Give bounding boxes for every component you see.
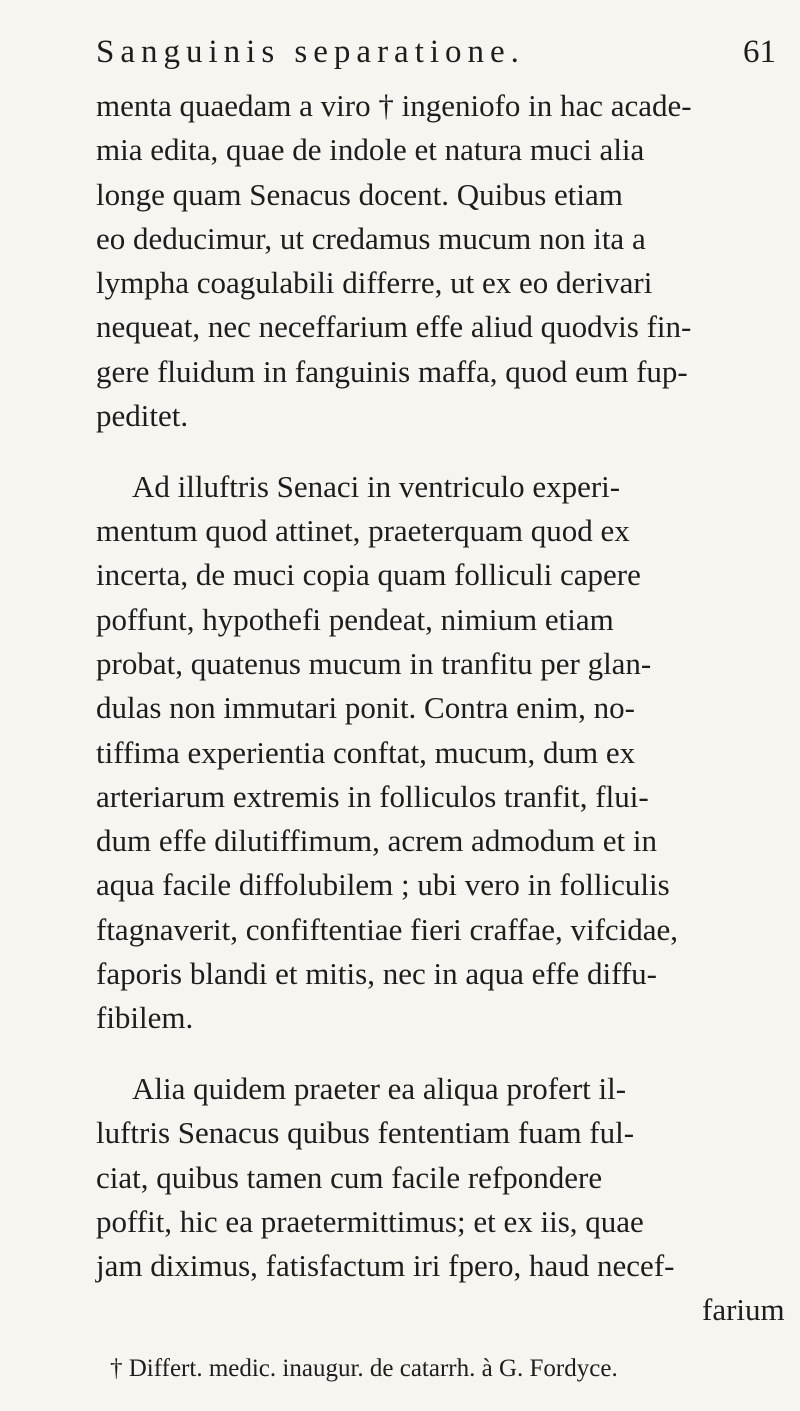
text-line: incerta, de muci copia quam folliculi capere <box>96 557 641 592</box>
text-line: menta quaedam a viro † ingeniofo in hac acade- <box>96 88 692 123</box>
text-line: peditet. <box>96 398 189 433</box>
running-title: Sanguinis separatione. <box>96 34 525 70</box>
text-line: fibilem. <box>96 1000 194 1035</box>
text-line: lympha coagulabili differre, ut ex eo derivari <box>96 265 653 300</box>
text-line: luftris Senacus quibus fententiam fuam ful- <box>96 1115 635 1150</box>
text-line: gere fluidum in fanguinis maffa, quod eum fup- <box>96 354 688 389</box>
text-line: jam diximus, fatisfactum iri fpero, haud necef- <box>96 1248 675 1283</box>
text-line: poffunt, hypothefi pendeat, nimium etiam <box>96 602 614 637</box>
text-line: Alia quidem praeter ea aliqua profert il- <box>132 1071 627 1106</box>
text-line: mia edita, quae de indole et natura muci alia <box>96 132 645 167</box>
text-line: mentum quod attinet, praeterquam quod ex <box>96 513 630 548</box>
text-line: eo deducimur, ut credamus mucum non ita a <box>96 221 646 256</box>
text-line: longe quam Senacus docent. Quibus etiam <box>96 177 623 212</box>
text-line: probat, quatenus mucum in tranfitu per glan- <box>96 646 652 681</box>
text-line: aqua facile diffolubilem ; ubi vero in folliculis <box>96 867 670 902</box>
page-number: 61 <box>743 34 776 70</box>
running-header <box>96 34 776 71</box>
footnote: † Differt. medic. inaugur. de catarrh. à G. Fordyce. <box>110 1355 618 1382</box>
text-line: farium <box>702 1292 785 1327</box>
text-line: nequeat, nec neceffarium effe aliud quodvis fin- <box>96 309 692 344</box>
text-line: arteriarum extremis in folliculos tranfit, flui- <box>96 779 649 814</box>
text-line: faporis blandi et mitis, nec in aqua effe diffu- <box>96 956 657 991</box>
text-line: dulas non immutari ponit. Contra enim, no- <box>96 690 635 725</box>
text-line: dum effe dilutiffimum, acrem admodum et in <box>96 823 658 858</box>
text-line: ciat, quibus tamen cum facile refpondere <box>96 1160 603 1195</box>
text-line: tiffima experientia conftat, mucum, dum ex <box>96 735 636 770</box>
text-line: Ad illuftris Senaci in ventriculo experi- <box>132 469 621 504</box>
text-line: poffit, hic ea praetermittimus; et ex iis, quae <box>96 1204 644 1239</box>
text-line: ftagnaverit, confiftentiae fieri craffae, vifcidae, <box>96 912 679 947</box>
